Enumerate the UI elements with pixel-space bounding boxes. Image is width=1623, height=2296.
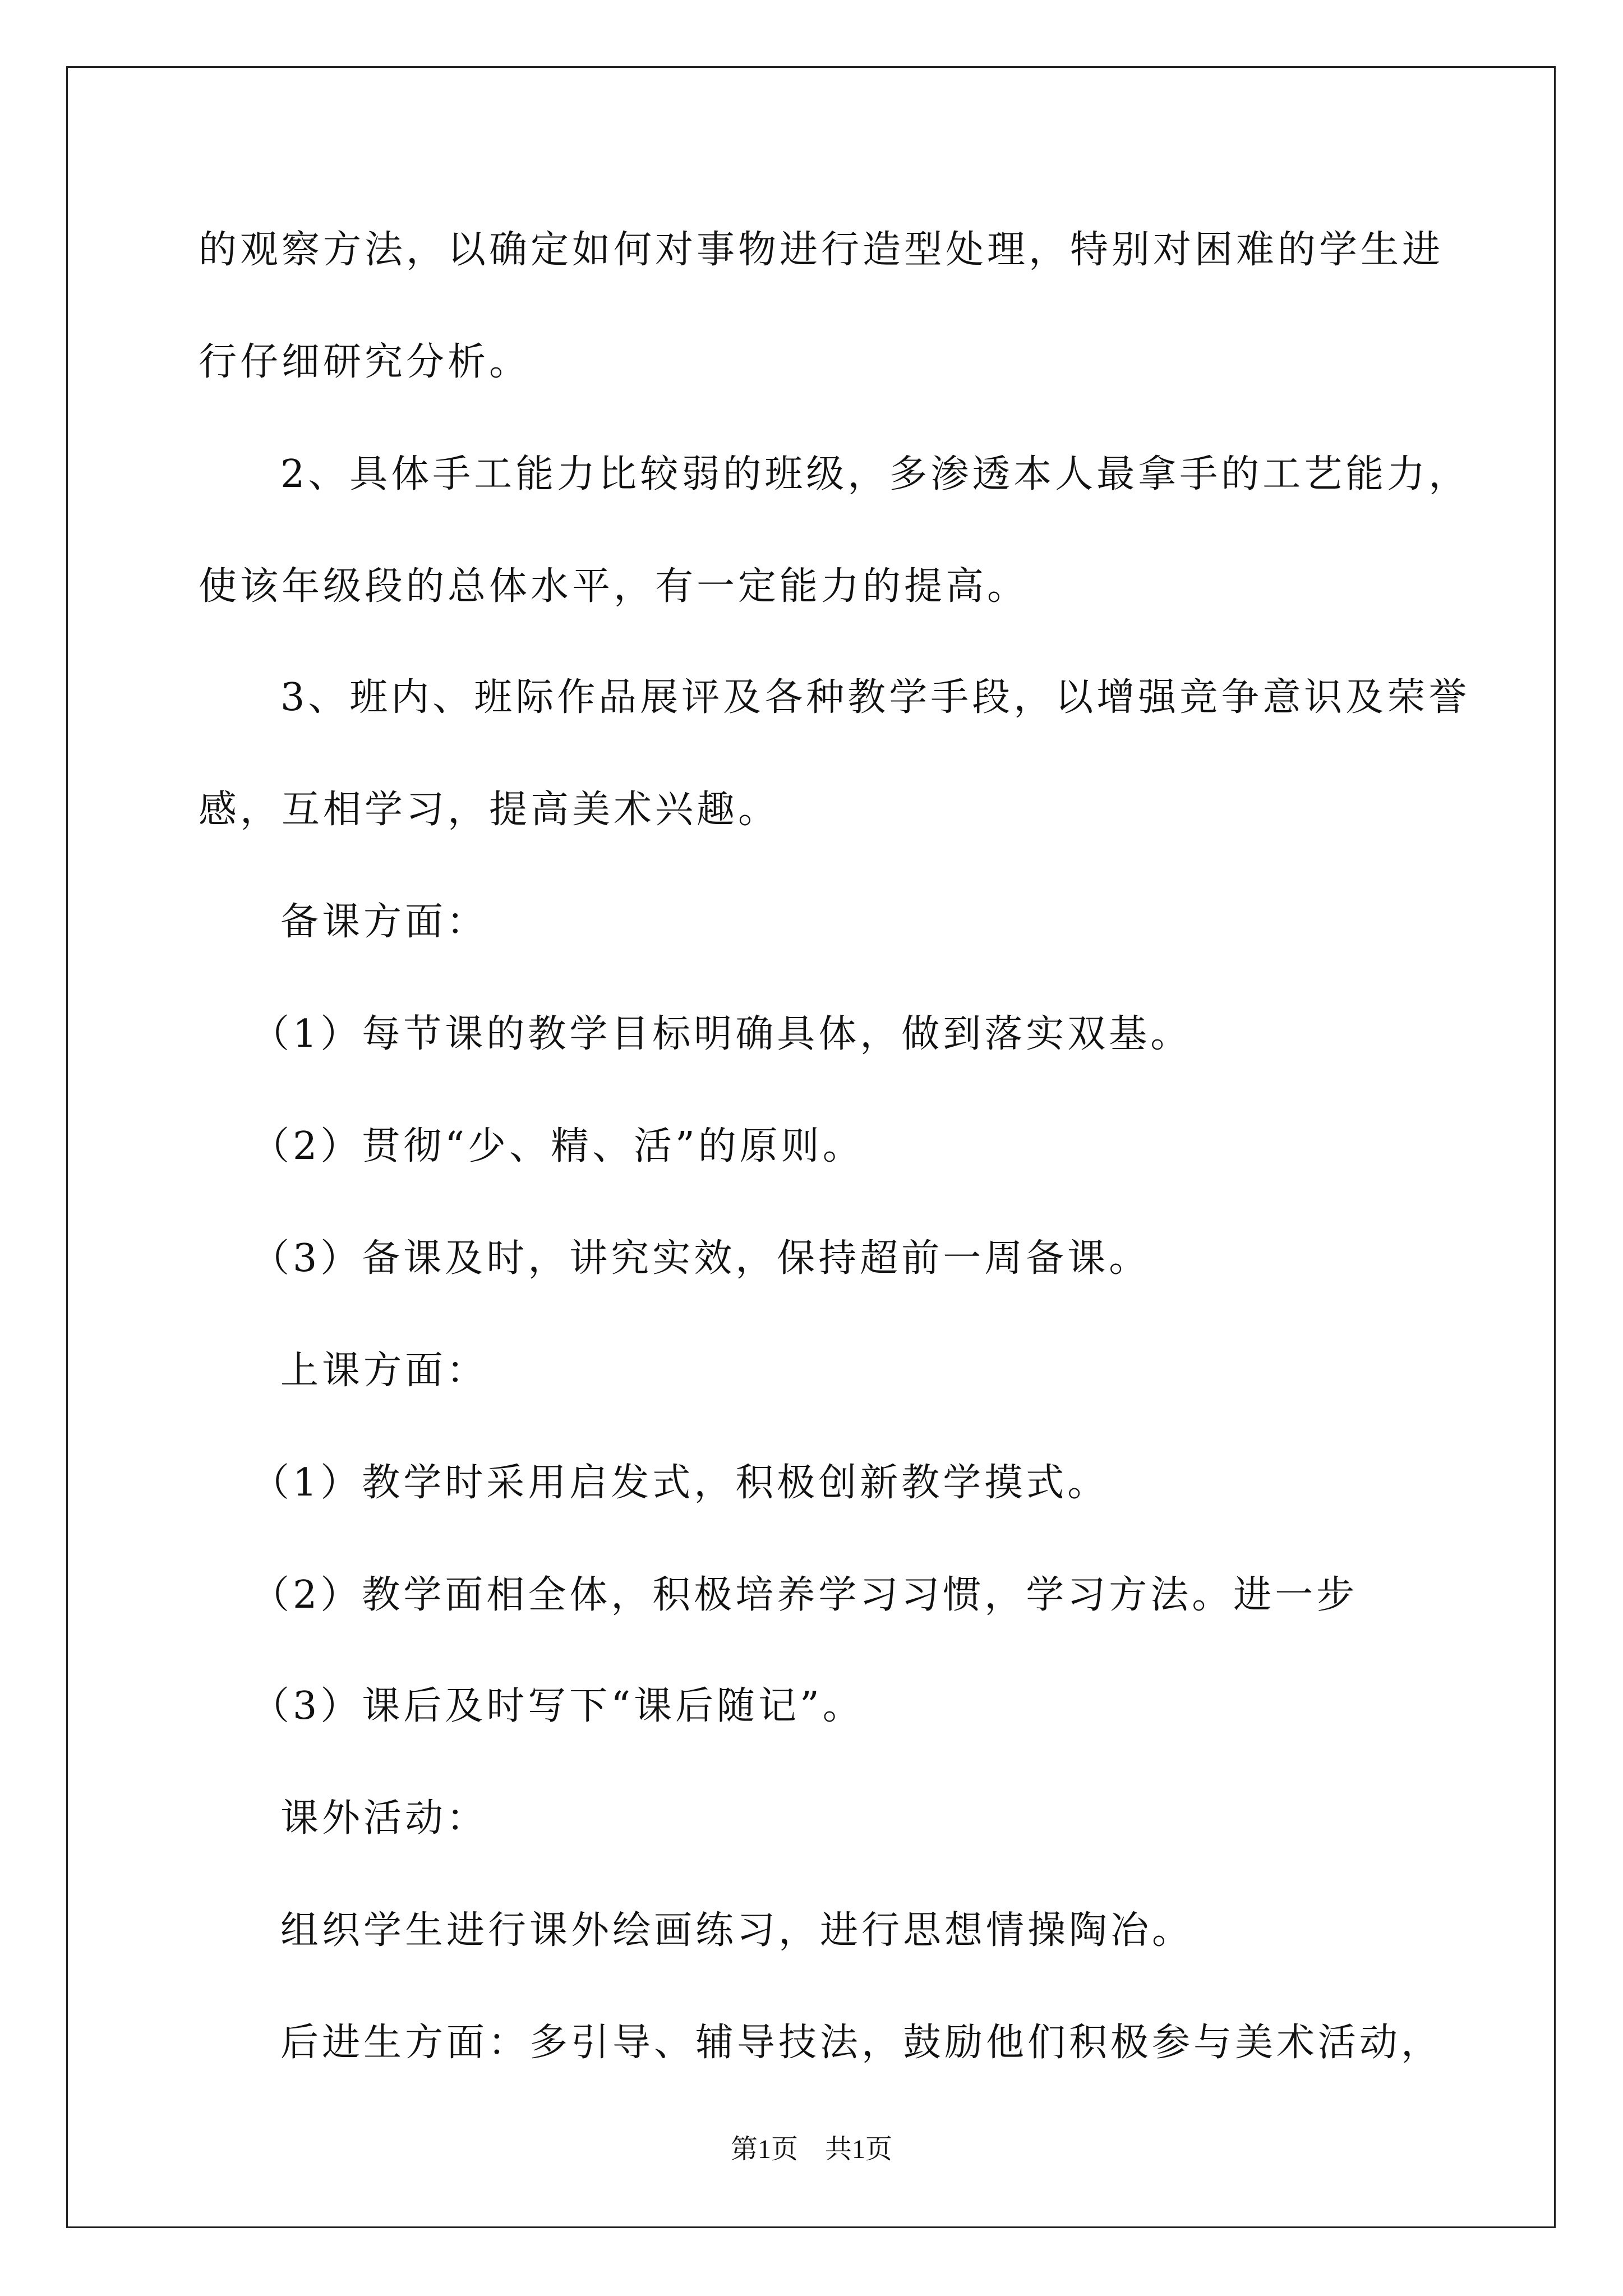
body-line-9: （2）贯彻“少、精、活”的原则。: [251, 1124, 864, 1168]
section-heading-teaching: 上课方面：: [280, 1349, 488, 1393]
body-line-8: （1）每节课的教学目标明确具体，做到落实双基。: [251, 1012, 1192, 1056]
section-heading-lesson-prep: 备课方面：: [280, 900, 488, 944]
body-line-3: 2、具体手工能力比较弱的班级，多渗透本人最拿手的工艺能力，: [280, 452, 1470, 496]
page-number-footer: 第1页 共1页: [730, 2134, 892, 2164]
body-line-12: （1）教学时采用启发式，积极创新教学摸式。: [251, 1461, 1109, 1505]
body-line-1: 的观察方法，以确定如何对事物进行造型处理，特别对困难的学生进: [199, 228, 1444, 272]
body-line-6: 感，互相学习，提高美术兴趣。: [199, 788, 780, 832]
body-line-16: 组织学生进行课外绘画练习，进行思想情操陶冶。: [280, 1908, 1194, 1953]
body-line-17: 后进生方面：多引导、辅导技法，鼓励他们积极参与美术活动，: [280, 2021, 1443, 2065]
body-line-4: 使该年级段的总体水平，有一定能力的提高。: [199, 564, 1029, 609]
body-line-13: （2）教学面相全体，积极培养学习习惯，学习方法。进一步: [251, 1573, 1358, 1617]
section-heading-extracurricular: 课外活动：: [280, 1796, 488, 1841]
body-line-14: （3）课后及时写下“课后随记”。: [251, 1684, 864, 1728]
body-line-2: 行仔细研究分析。: [199, 340, 531, 384]
body-line-10: （3）备课及时，讲究实效，保持超前一周备课。: [251, 1236, 1151, 1281]
body-line-5: 3、班内、班际作品展评及各种教学手段，以增强竞争意识及荣誉: [280, 675, 1470, 720]
